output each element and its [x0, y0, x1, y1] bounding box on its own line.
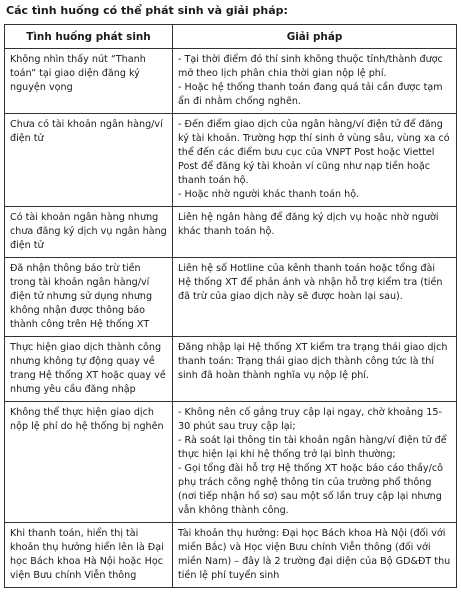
- table-row: [5, 258, 457, 337]
- situation-cell: Không nhìn thấy nút “Thanh toán” tại giao diện đăng ký nguyện vọng: [5, 49, 173, 114]
- solution-line: - Không nên cố gắng truy cập lại ngay, chờ khoảng 15-30 phút sau truy cập lại;: [178, 407, 442, 432]
- situation-cell: Có tài khoản ngân hàng nhưng chưa đăng ký dịch vụ ngân hàng điện tử: [5, 207, 173, 258]
- situations-table: [4, 24, 457, 588]
- table-row: [5, 207, 457, 258]
- situation-cell: Khi thanh toán, hiển thị tài khoản thụ hưởng hiển lên là Đại học Bách khoa Hà Nội hoặc Học viện Bưu chính Viễn thông: [5, 523, 173, 588]
- situation-cell: Thực hiện giao dịch thành công nhưng không tự động quay về trang Hệ thống XT hoặc quay về nhưng yêu cầu đăng nhập: [5, 337, 173, 402]
- column-header-solution: Giải pháp: [173, 25, 457, 49]
- solution-cell: [173, 49, 457, 114]
- solution-line: - Hoặc hệ thống thanh toán đang quá tải cần được tạm ẩn đi nhằm chống nghẽn.: [178, 82, 443, 107]
- table-row: [5, 402, 457, 523]
- table-header-row: [5, 25, 457, 49]
- solution-cell: [173, 402, 457, 523]
- table-row: [5, 337, 457, 402]
- solution-cell: [173, 337, 457, 402]
- solution-line: Tài khoản thụ hưởng: Đại học Bách khoa Hà Nội (đối với miền Bắc) và Học viện Bưu chính Viễn thông (đối với miền Nam) – đây là 2 trường đại diện của Bộ GD&ĐT thu tiền lệ phí tuyển sinh: [178, 528, 451, 581]
- solution-cell: [173, 258, 457, 337]
- situation-cell: Không thể thực hiện giao dịch nộp lệ phí do hệ thống bị nghẽn: [5, 402, 173, 523]
- solution-line: - Hoặc nhờ người khác thanh toán hộ.: [178, 189, 360, 200]
- solution-cell: [173, 114, 457, 207]
- solution-cell: [173, 523, 457, 588]
- solution-cell: [173, 207, 457, 258]
- table-row: [5, 523, 457, 588]
- solution-line: - Gọi tổng đài hỗ trợ Hệ thống XT hoặc báo cáo thầy/cô phụ trách công nghệ thông tin của trường phổ thông (nơi tiếp nhận hồ sơ) sau một số lần truy cập lại nhưng vẫn không thành công.: [178, 463, 443, 516]
- solution-line: Liên hệ ngân hàng để đăng ký dịch vụ hoặc nhờ người khác thanh toán hộ.: [178, 212, 439, 237]
- solution-line: Liên hệ số Hotline của kênh thanh toán hoặc tổng đài Hệ thống XT để phản ánh và nhận hỗ trợ kiểm tra (tiền đã trừ của giao dịch này sẽ được hoàn lại sau).: [178, 263, 443, 302]
- table-row: [5, 114, 457, 207]
- section-heading: Các tình huống có thể phát sinh và giải pháp:: [6, 4, 288, 17]
- solution-line: - Rà soát lại thông tin tài khoản ngân hàng/ví điện tử để thực hiện lại khi hệ thống trở lại bình thường;: [178, 435, 447, 460]
- table-row: [5, 49, 457, 114]
- solution-line: - Đến điểm giao dịch của ngân hàng/ví điện tử để đăng ký tài khoản. Trường hợp thí sinh ở vùng sâu, vùng xa có thể đến các điểm bưu cục của VNPT Post hoặc Viettel Post để đăng ký tài khoản ví cũng như nạp tiền hoặc thanh toán hộ.: [178, 119, 450, 186]
- situation-cell: Đã nhận thông báo trừ tiền trong tài khoản ngân hàng/ví điện tử nhưng sử dụng nhưng không nhận được thông báo thành công trên Hệ thống XT: [5, 258, 173, 337]
- situation-cell: Chưa có tài khoản ngân hàng/ví điện tử: [5, 114, 173, 207]
- column-header-situation: Tình huống phát sinh: [5, 25, 173, 49]
- solution-line: - Tại thời điểm đó thí sinh không thuộc tỉnh/thành được mở theo lịch phân chia thời gian nộp lệ phí.: [178, 54, 443, 79]
- solution-line: Đăng nhập lại Hệ thống XT kiểm tra trạng thái giao dịch thanh toán: Trạng thái giao dịch thành công tức là thí sinh đã hoàn thành nghĩa vụ nộp lệ phí.: [178, 342, 448, 381]
